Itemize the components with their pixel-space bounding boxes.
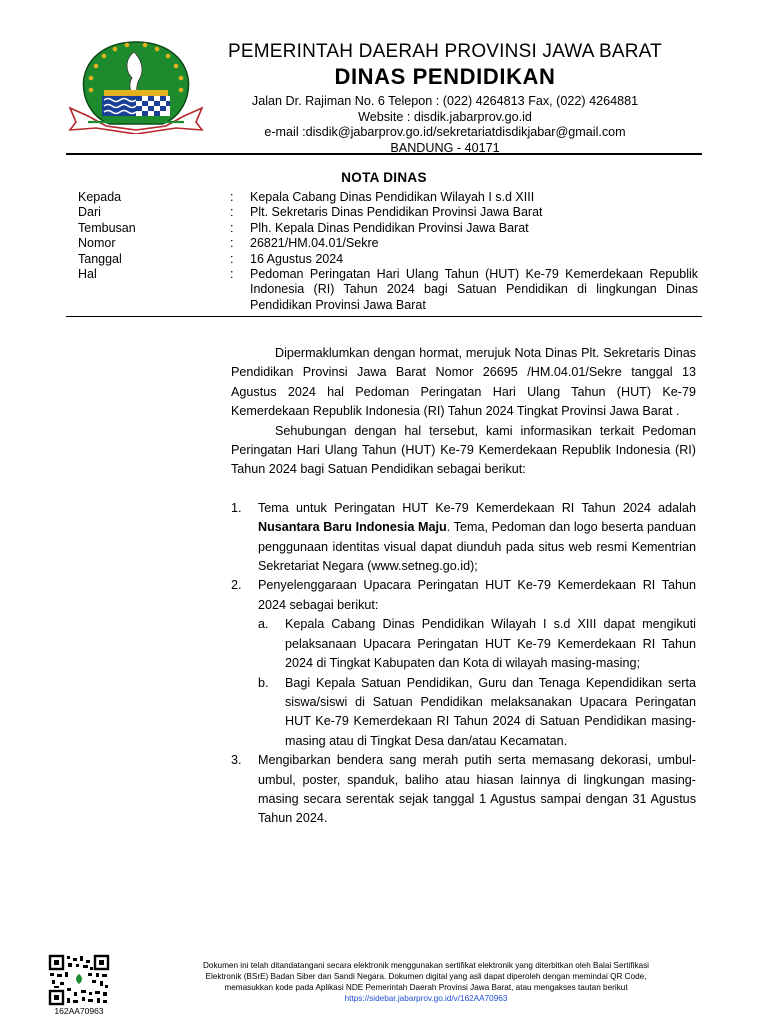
field-row-dari	[78, 205, 698, 220]
memo-title: NOTA DINAS	[341, 170, 427, 185]
field-value: Plt. Sekretaris Dinas Pendidikan Provinsi Jawa Barat	[250, 205, 543, 220]
list-text: Tema untuk Peringatan HUT Ke-79 Kemerdekaan RI Tahun 2024 adalah	[258, 500, 696, 515]
field-value: Plh. Kepala Dinas Pendidikan Provinsi Jawa Barat	[250, 220, 529, 235]
sub-list-letter: a.	[258, 617, 269, 632]
list-item	[231, 499, 696, 577]
field-value: Pedoman Peringatan Hari Ulang Tahun (HUT) Ke-79 Kemerdekaan Republik Indonesia (RI) Tahun 2024 bagi Satuan Pendidikan di lingkungan Dinas Pendidikan Provinsi Jawa Barat	[250, 267, 698, 312]
qr-verification-code: 162AA70963	[54, 1006, 104, 1016]
website-line: Website : disdik.jabarprov.go.id	[358, 109, 532, 124]
email-line: e-mail :disdik@jabarprov.go.id/sekretariatdisdikjabar@gmail.com	[264, 125, 626, 139]
field-label: Tanggal	[78, 251, 122, 266]
paragraph-intro: Dipermaklumkan dengan hormat, merujuk Nota Dinas Plt. Sekretaris Dinas Pendidikan Provinsi Jawa Barat Nomor 26695 /HM.04.01/Sekre tanggal 13 Agustus 2024 hal Pedoman Peringatan Hari Ulang Tahun (HUT) Ke-79 Kemerdekaan Republik Indonesia (RI) Tahun 2024 Tingkat Provinsi Jawa Barat .	[231, 346, 696, 419]
header-divider	[66, 316, 702, 317]
government-name: PEMERINTAH DAERAH PROVINSI JAWA BARAT	[228, 41, 662, 62]
field-separator: :	[230, 236, 234, 251]
notice-line: Elektronik (BSrE) Badan Siber dan Sandi Negara. Dokumen digital yang asli dapat diperoleh dengan memindai QR Code,	[205, 972, 647, 981]
letterhead-divider	[66, 153, 702, 155]
field-separator: :	[230, 267, 234, 282]
memo-fields	[78, 190, 698, 313]
field-value: 16 Agustus 2024	[250, 251, 344, 266]
field-separator: :	[230, 205, 234, 220]
qr-code-icon[interactable]	[48, 954, 110, 1006]
field-separator: :	[230, 190, 234, 204]
field-label: Nomor	[78, 236, 116, 251]
field-label: Kepada	[78, 190, 122, 204]
field-row-hal	[78, 267, 698, 313]
letterhead	[215, 40, 675, 156]
theme-name: Nusantara Baru Indonesia Maju	[258, 520, 447, 535]
field-row-tembusan	[78, 221, 698, 236]
list-number: 2.	[231, 578, 242, 593]
notice-line: Dokumen ini telah ditandatangani secara elektronik menggunakan sertifikat elektronik yang diterbitkan oleh Balai Sertifikasi	[202, 961, 650, 970]
sub-list-letter: b.	[258, 675, 269, 690]
field-row-kepada	[78, 190, 698, 205]
field-label: Tembusan	[78, 220, 136, 235]
field-separator: :	[230, 251, 234, 266]
paragraph-context: Sehubungan dengan hal tersebut, kami informasikan terkait Pedoman Peringatan Hari Ulang Tahun (HUT) Ke-79 Kemerdekaan Republik Indonesia (RI) Tahun 2024 bagi Satuan Pendidikan sebagai berikut:	[231, 423, 696, 477]
list-item	[231, 576, 696, 751]
field-row-nomor	[78, 236, 698, 251]
list-number: 3.	[231, 753, 242, 768]
sub-list-text: Bagi Kepala Satuan Pendidikan, Guru dan Tenaga Kependidikan serta siswa/siswi di Satuan Pendidikan melaksanakan Upacara Peringatan HUT Ke-79 Kemerdekaan RI Tahun 2024 di Satuan Pendidikan masing-masing atau di Tingkat Desa dan/atau Kecamatan.	[285, 675, 696, 748]
numbered-list	[231, 499, 696, 829]
address-line: Jalan Dr. Rajiman No. 6 Telepon : (022) 4264813 Fax, (022) 4264881	[251, 94, 639, 108]
list-text: . Tema, Pedoman dan logo beserta panduan penggunaan identitas visual dapat diunduh pada situs web resmi Kementrian Sekretariat Negara (www.setneg.go.id);	[258, 520, 697, 574]
field-label: Hal	[78, 267, 97, 282]
verification-link[interactable]: https://sidebar.jabarprov.go.id/v/162AA70963	[344, 994, 508, 1003]
field-separator: :	[230, 220, 234, 235]
west-java-emblem-icon	[66, 38, 206, 134]
city-line: BANDUNG - 40171	[390, 140, 500, 155]
sub-list-item	[258, 674, 696, 752]
sub-list-item	[258, 615, 696, 673]
agency-name: DINAS PENDIDIKAN	[334, 64, 556, 89]
sub-list-text: Kepala Cabang Dinas Pendidikan Wilayah I s.d XIII dapat mengikuti pelaksanaan Upacara Peringatan HUT Ke-79 Kemerdekaan RI Tahun 2024 di Tingkat Kabupaten dan Kota di wilayah masing-masing;	[285, 617, 696, 671]
field-row-tanggal	[78, 252, 698, 267]
notice-line: memasukkan kode pada Aplikasi NDE Pemerintah Daerah Provinsi Jawa Barat, atau mengakses tautan berikut	[224, 983, 628, 992]
list-text: Mengibarkan bendera sang merah putih serta memasang dekorasi, umbul-umbul, poster, spanduk, baliho atau hiasan lainnya di lingkungan masing-masing secara serentak sejak tanggal 1 Agustus sampai dengan 31 Agustus Tahun 2024.	[258, 753, 696, 826]
field-value: 26821/HM.04.01/Sekre	[250, 236, 379, 251]
list-text: Penyelenggaraan Upacara Peringatan HUT Ke-79 Kemerdekaan RI Tahun 2024 sebagai berikut:	[258, 578, 696, 612]
field-value: Kepala Cabang Dinas Pendidikan Wilayah I s.d XIII	[250, 190, 535, 204]
field-label: Dari	[78, 205, 101, 220]
e-signature-notice	[128, 960, 724, 1004]
memo-body	[231, 344, 696, 829]
list-item	[231, 751, 696, 829]
sub-list	[258, 615, 696, 751]
list-number: 1.	[231, 500, 242, 515]
